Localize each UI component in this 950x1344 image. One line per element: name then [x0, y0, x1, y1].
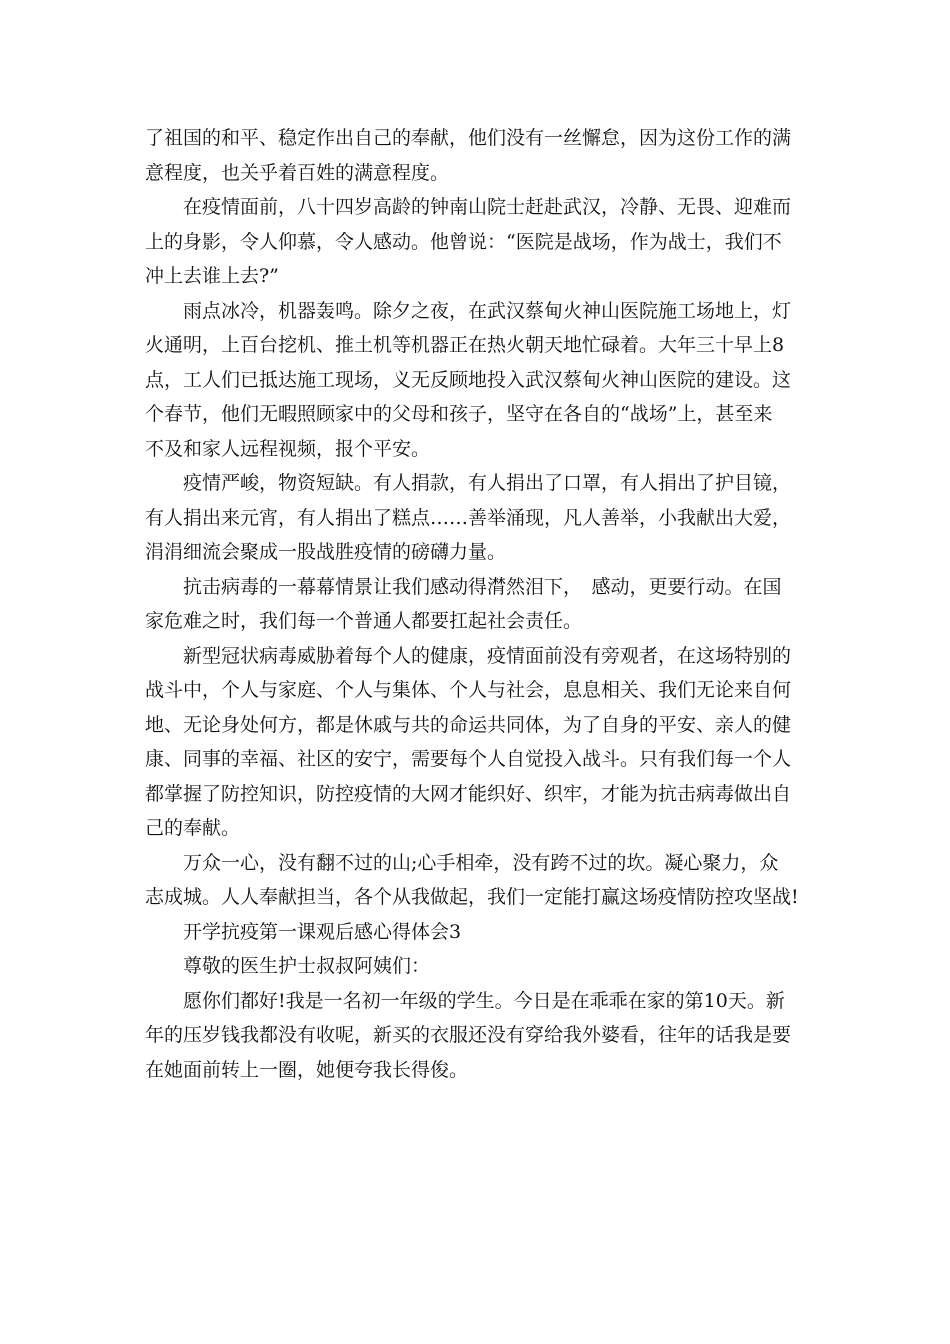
text-line: 了祖国的和平、稳定作出自己的奉献，他们没有一丝懈怠，因为这份工作的满 — [145, 127, 792, 149]
text-line: 战斗中，个人与家庭、个人与集体、个人与社会，息息相关、我们无论来自何 — [145, 679, 792, 701]
text-line: 意程度，也关乎着百姓的满意程度。 — [145, 161, 450, 184]
text-line: 疫情严峻，物资短缺。有人捐款，有人捐出了口罩，有人捐出了护目镜， — [145, 472, 792, 494]
text-line: 志成城。人人奉献担当，各个从我做起，我们一定能打赢这场疫情防控攻坚战! — [145, 886, 799, 908]
text-line: 涓涓细流会聚成一股战胜疫情的磅礴力量。 — [145, 541, 507, 563]
text-line: 康、同事的幸福、社区的安宁，需要每个人自觉投入战斗。只有我们每一个人 — [145, 748, 792, 770]
text-line: 都掌握了防控知识，防控疫情的大网才能织好、织牢，才能为抗击病毒做出自 — [145, 782, 792, 805]
text-line: 年的压岁钱我都没有收呢，新买的衣服还没有穿给我外婆看，往年的话我是要 — [145, 1024, 792, 1046]
letter-salutation: 尊敬的医生护士叔叔阿姨们： — [145, 955, 431, 977]
text-line: 己的奉献。 — [145, 817, 241, 839]
text-line: 家危难之时，我们每一个普通人都要扛起社会责任。 — [145, 610, 583, 632]
text-line: 火通明，上百台挖机、推土机等机器正在热火朝天地忙碌着。大年三十早上8 — [145, 334, 785, 356]
section-heading: 开学抗疫第一课观后感心得体会3 — [145, 920, 462, 943]
text-line: 新型冠状病毒威胁着每个人的健康，疫情面前没有旁观者，在这场特别的 — [145, 644, 792, 667]
text-line: 愿你们都好!我是一名初一年级的学生。今日是在乖乖在家的第10天。新 — [145, 989, 785, 1012]
text-line: 上的身影，令人仰慕，令人感动。他曾说：“医院是战场，作为战士，我们不 — [145, 230, 782, 253]
document-body — [145, 121, 815, 1087]
text-line: 在疫情面前，八十四岁高龄的钟南山院士赶赴武汉，冷静、无畏、迎难而 — [145, 196, 792, 218]
text-line: 在她面前转上一圈，她便夸我长得俊。 — [145, 1058, 469, 1081]
text-line: 有人捐出来元宵，有人捐出了糕点……善举涌现，凡人善举，小我献出大爱， — [145, 506, 792, 529]
text-line: 不及和家人远程视频，报个平安。 — [145, 437, 431, 460]
text-line: 个春节，他们无暇照顾家中的父母和孩子，坚守在各自的“战场”上，甚至来 — [145, 403, 773, 425]
text-line: 抗击病毒的一幕幕情景让我们感动得潸然泪下， 感动，更要行动。在国 — [145, 575, 782, 598]
text-line: 雨点冰冷，机器轰鸣。除夕之夜，在武汉蔡甸火神山医院施工场地上，灯 — [145, 299, 792, 322]
text-line: 地、无论身处何方，都是休戚与共的命运共同体，为了自身的平安、亲人的健 — [145, 713, 792, 736]
text-line: 万众一心，没有翻不过的山;心手相牵，没有跨不过的坎。凝心聚力，众 — [145, 851, 779, 874]
text-line: 点，工人们已抵达施工现场，义无反顾地投入武汉蔡甸火神山医院的建设。这 — [145, 368, 792, 391]
text-line: 冲上去谁上去?” — [145, 265, 279, 287]
